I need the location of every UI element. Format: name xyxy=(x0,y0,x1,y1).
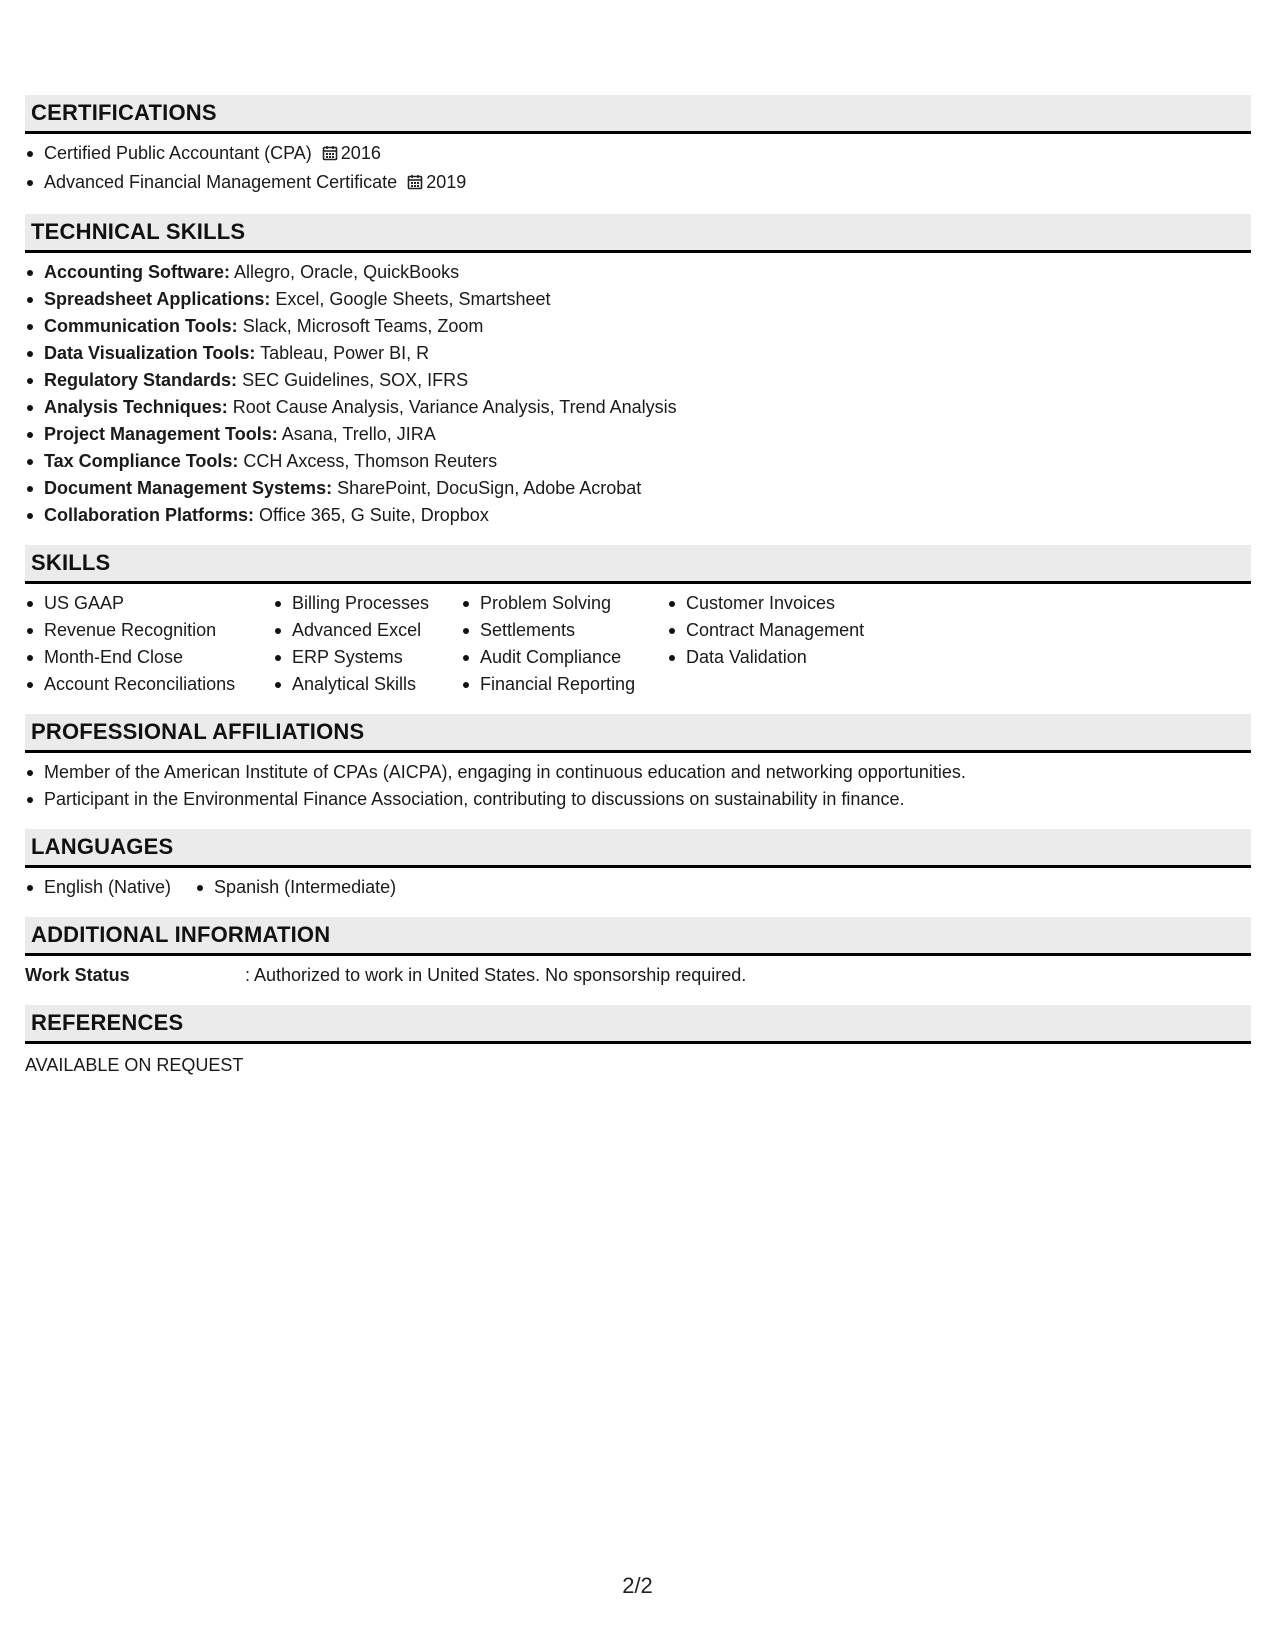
list-item: Settlements xyxy=(461,617,667,644)
additional-info-heading: ADDITIONAL INFORMATION xyxy=(25,917,1251,956)
skill-value: Office 365, G Suite, Dropbox xyxy=(259,505,489,525)
skill-value: SharePoint, DocuSign, Adobe Acrobat xyxy=(337,478,642,498)
list-item xyxy=(25,502,1251,529)
certifications-section xyxy=(25,95,1251,198)
list-item: Advanced Excel xyxy=(273,617,461,644)
work-status-row xyxy=(25,956,1251,989)
technical-skills-section xyxy=(25,214,1251,529)
technical-skills-list xyxy=(25,253,1251,529)
skills-heading: SKILLS xyxy=(25,545,1251,584)
references-heading: REFERENCES xyxy=(25,1005,1251,1044)
additional-info-section xyxy=(25,917,1251,989)
skill-label: Communication Tools: xyxy=(44,316,238,336)
certification-year: 2016 xyxy=(340,143,381,163)
skills-section xyxy=(25,545,1251,698)
list-item: ERP Systems xyxy=(273,644,461,671)
list-item xyxy=(25,394,1251,421)
resume-page xyxy=(25,95,1251,1095)
skill-value: Asana, Trello, JIRA xyxy=(281,424,436,444)
list-item: English (Native) xyxy=(25,874,171,901)
list-item: Contract Management xyxy=(667,617,897,644)
skill-label: Document Management Systems: xyxy=(44,478,333,498)
list-item: US GAAP xyxy=(25,590,273,617)
certifications-list xyxy=(25,134,1251,198)
list-item xyxy=(25,448,1251,475)
affiliations-section xyxy=(25,714,1251,813)
skill-label: Project Management Tools: xyxy=(44,424,278,444)
list-item: Billing Processes xyxy=(273,590,461,617)
work-status-value: : Authorized to work in United States. No sponsorship required. xyxy=(245,965,747,985)
list-item: Month-End Close xyxy=(25,644,273,671)
list-item xyxy=(25,169,1251,198)
certification-year: 2019 xyxy=(426,172,467,192)
list-item xyxy=(25,313,1251,340)
certification-name: Advanced Financial Management Certificate xyxy=(44,172,398,192)
languages-list xyxy=(25,868,1251,901)
skill-value: Slack, Microsoft Teams, Zoom xyxy=(242,316,484,336)
list-item: Member of the American Institute of CPAs (AICPA), engaging in continuous education and networking opportunities. xyxy=(25,759,1251,786)
list-item: Customer Invoices xyxy=(667,590,897,617)
page-number: 2/2 xyxy=(622,1573,653,1598)
list-item xyxy=(25,286,1251,313)
skill-label: Analysis Techniques: xyxy=(44,397,228,417)
list-item xyxy=(25,259,1251,286)
list-item: Spanish (Intermediate) xyxy=(195,874,396,901)
list-item: Problem Solving xyxy=(461,590,667,617)
skill-value: CCH Axcess, Thomson Reuters xyxy=(243,451,498,471)
affiliations-list xyxy=(25,753,1251,813)
skill-value: SEC Guidelines, SOX, IFRS xyxy=(242,370,469,390)
skills-column-2 xyxy=(273,590,461,698)
languages-heading: LANGUAGES xyxy=(25,829,1251,868)
skills-column-1 xyxy=(25,590,273,698)
certifications-heading: CERTIFICATIONS xyxy=(25,95,1251,134)
languages-section xyxy=(25,829,1251,901)
references-text: AVAILABLE ON REQUEST xyxy=(25,1055,244,1075)
technical-skills-heading: TECHNICAL SKILLS xyxy=(25,214,1251,253)
skill-value: Tableau, Power BI, R xyxy=(260,343,430,363)
list-item: Financial Reporting xyxy=(461,671,667,698)
list-item xyxy=(25,340,1251,367)
references-section xyxy=(25,1005,1251,1079)
list-item: Revenue Recognition xyxy=(25,617,273,644)
skill-label: Spreadsheet Applications: xyxy=(44,289,271,309)
list-item: Account Reconciliations xyxy=(25,671,273,698)
skill-label: Tax Compliance Tools: xyxy=(44,451,239,471)
list-item: Analytical Skills xyxy=(273,671,461,698)
skills-grid xyxy=(25,584,1251,698)
skill-value: Allegro, Oracle, QuickBooks xyxy=(234,262,460,282)
certification-name: Certified Public Accountant (CPA) xyxy=(44,143,312,163)
calendar-icon xyxy=(407,171,423,198)
list-item xyxy=(25,421,1251,448)
skill-label: Collaboration Platforms: xyxy=(44,505,255,525)
list-item: Participant in the Environmental Finance Association, contributing to discussions on sustainability in finance. xyxy=(25,786,1251,813)
list-item xyxy=(25,367,1251,394)
list-item xyxy=(25,140,1251,169)
list-item: Audit Compliance xyxy=(461,644,667,671)
list-item: Data Validation xyxy=(667,644,897,671)
skills-column-3 xyxy=(461,590,667,698)
skill-label: Regulatory Standards: xyxy=(44,370,238,390)
affiliations-heading: PROFESSIONAL AFFILIATIONS xyxy=(25,714,1251,753)
calendar-icon xyxy=(322,142,338,169)
skill-label: Data Visualization Tools: xyxy=(44,343,256,363)
skills-column-4 xyxy=(667,590,897,698)
work-status-label: Work Status xyxy=(25,965,130,985)
skill-value: Root Cause Analysis, Variance Analysis, Trend Analysis xyxy=(232,397,677,417)
skill-label: Accounting Software: xyxy=(44,262,231,282)
list-item xyxy=(25,475,1251,502)
skill-value: Excel, Google Sheets, Smartsheet xyxy=(275,289,551,309)
